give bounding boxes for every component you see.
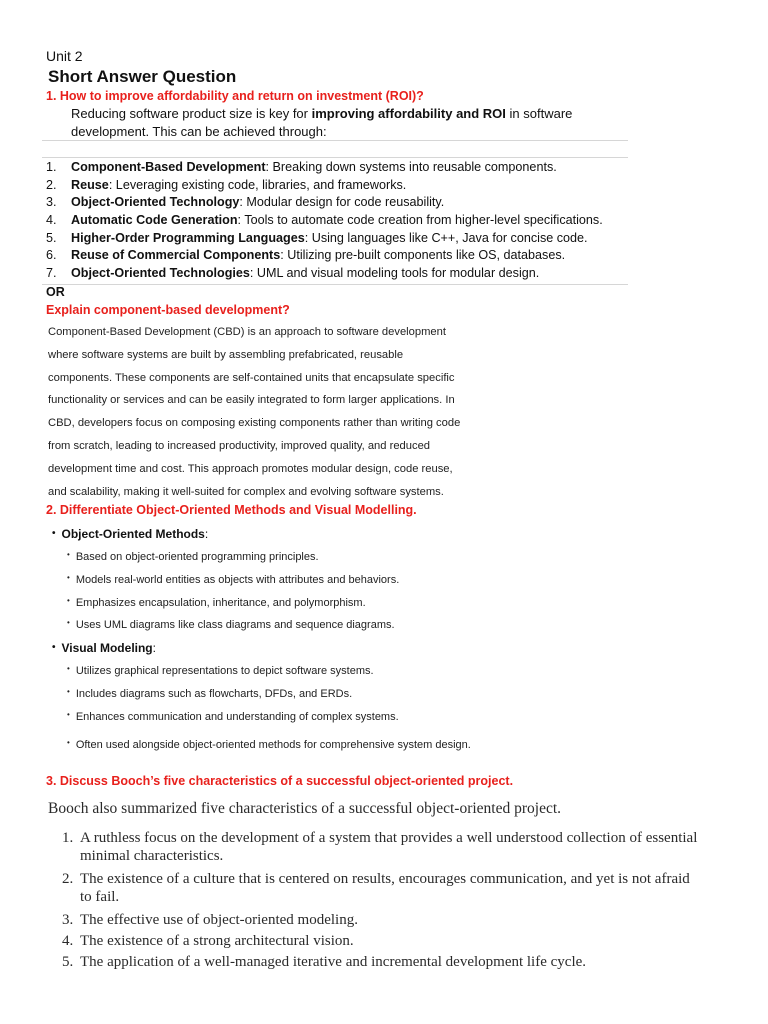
- list-item: [62, 954, 732, 975]
- bullet-icon: •: [52, 642, 56, 653]
- divider: [42, 284, 628, 285]
- item-number: 5.: [46, 230, 57, 245]
- item-desc: : Leveraging existing code, libraries, and frameworks.: [108, 177, 407, 192]
- item-desc: : Tools to automate code creation from higher-level specifications.: [237, 213, 603, 228]
- item-text: The effective use of object-oriented modeling.: [80, 912, 358, 928]
- item-number: 2.: [46, 177, 57, 192]
- item-term: Higher-Order Programming Languages: [71, 230, 305, 245]
- paragraph-line: CBD, developers focus on composing existing components rather than writing code: [48, 417, 461, 430]
- bullet-icon: •: [67, 710, 70, 719]
- paragraph-line: Component-Based Development (CBD) is an approach to software development: [48, 326, 446, 338]
- item-text: The existence of a culture that is centered on results, encourages communication, and yet is not afraid: [80, 871, 690, 887]
- item-term: Component-Based Development: [71, 160, 266, 174]
- unit-label: Unit 2: [46, 48, 83, 64]
- q1-intro-text: in software development. This can be achieved through:: [71, 106, 573, 139]
- group-heading: [52, 641, 156, 655]
- item-desc: : Breaking down systems into reusable components.: [265, 160, 557, 174]
- list-item: [46, 194, 603, 212]
- q1-points-list: [46, 159, 603, 283]
- q1-intro-bold: improving affordability and ROI: [311, 106, 506, 121]
- item-term: Object-Oriented Technology: [71, 195, 240, 210]
- item-number: 5.: [62, 954, 74, 970]
- list-item: [46, 247, 603, 265]
- item-desc: : Using languages like C++, Java for concise code.: [304, 230, 588, 245]
- item-text: Enhances communication and understanding of complex systems.: [75, 711, 399, 723]
- paragraph-line: components. These components are self-contained units that encapsulate specific: [48, 371, 455, 384]
- item-number: 7.: [46, 266, 57, 281]
- list-item: [46, 177, 603, 195]
- item-number: 3.: [46, 195, 57, 210]
- group-heading-text: Object-Oriented Methods: [61, 527, 205, 541]
- item-term: Reuse: [71, 177, 109, 192]
- item-text: Emphasizes encapsulation, inheritance, and polymorphism.: [75, 597, 366, 609]
- list-item: [67, 664, 374, 677]
- list-item: [62, 871, 732, 912]
- item-term: Object-Oriented Technologies: [71, 266, 250, 281]
- bullet-icon: •: [67, 550, 70, 559]
- list-item: [62, 830, 732, 871]
- list-item: [67, 573, 399, 586]
- list-item: [67, 550, 319, 563]
- item-text: Models real-world entities as objects with attributes and behaviors.: [75, 574, 400, 586]
- list-item: [46, 230, 603, 248]
- alt-question: Explain component-based development?: [46, 303, 290, 317]
- paragraph-line: where software systems are built by assembling prefabricated, reusable: [48, 348, 404, 361]
- divider: [42, 157, 628, 158]
- group-heading-colon: :: [204, 527, 209, 541]
- group-heading-text: Visual Modeling: [61, 641, 153, 655]
- item-number: 4.: [46, 213, 57, 228]
- bullet-icon: •: [67, 573, 70, 582]
- list-item: [67, 687, 352, 700]
- item-desc: : Modular design for code reusability.: [239, 195, 445, 210]
- item-text: Includes diagrams such as flowcharts, DFDs, and ERDs.: [75, 688, 353, 700]
- item-desc: : UML and visual modeling tools for modular design.: [249, 266, 540, 281]
- paragraph-line: functionality or services and can be easily integrated to form larger applications. In: [48, 394, 455, 407]
- item-text: Uses UML diagrams like class diagrams and sequence diagrams.: [75, 619, 395, 631]
- item-number: 2.: [62, 871, 74, 887]
- list-item: [46, 212, 603, 230]
- item-number: 1.: [46, 160, 57, 174]
- item-number: 6.: [46, 248, 57, 263]
- bullet-icon: •: [67, 618, 70, 627]
- list-item: [46, 159, 603, 177]
- paragraph-line: development time and cost. This approach promotes modular design, code reuse,: [48, 462, 453, 475]
- list-item: [62, 933, 732, 954]
- list-item: [62, 912, 732, 933]
- item-desc: : Utilizing pre-built components like OS, databases.: [280, 248, 566, 263]
- section-title: Short Answer Question: [48, 67, 237, 86]
- list-item: [46, 265, 603, 283]
- question-2: 2. Differentiate Object-Oriented Methods and Visual Modelling.: [46, 503, 417, 517]
- item-text: Utilizes graphical representations to depict software systems.: [75, 665, 374, 677]
- bullet-icon: •: [67, 664, 70, 673]
- question-1: 1. How to improve affordability and return on investment (ROI)?: [46, 89, 424, 103]
- item-text: The existence of a strong architectural vision.: [80, 933, 354, 949]
- list-item: [67, 596, 366, 609]
- item-text: Often used alongside object-oriented methods for comprehensive system design.: [75, 739, 471, 751]
- item-text-cont: minimal characteristics.: [80, 847, 224, 864]
- item-number: 3.: [62, 912, 74, 928]
- group-heading-colon: :: [152, 641, 156, 655]
- or-label: OR: [46, 285, 65, 299]
- item-text: The application of a well-managed iterative and incremental development life cycle.: [80, 954, 587, 970]
- paragraph-line: from scratch, leading to increased productivity, improved quality, and reduced: [48, 439, 431, 452]
- paragraph-line: and scalability, making it well-suited for complex and evolving software systems.: [48, 485, 444, 498]
- item-number: 4.: [62, 933, 74, 949]
- bullet-icon: •: [67, 596, 70, 605]
- q1-intro: [71, 105, 591, 140]
- booch-list: [62, 830, 732, 975]
- q1-intro-text: Reducing software product size is key for: [71, 106, 312, 121]
- cbd-paragraph: [48, 321, 538, 503]
- item-number: 1.: [62, 830, 74, 846]
- item-term: Reuse of Commercial Components: [71, 248, 281, 263]
- item-text-cont: to fail.: [80, 888, 120, 905]
- booch-intro: Booch also summarized five characteristics of a successful object-oriented project.: [48, 800, 562, 817]
- divider: [42, 140, 628, 141]
- question-3: 3. Discuss Booch’s five characteristics of a successful object-oriented project.: [46, 774, 514, 788]
- item-term: Automatic Code Generation: [71, 213, 238, 228]
- bullet-icon: •: [52, 528, 56, 539]
- bullet-icon: •: [67, 738, 70, 747]
- bullet-icon: •: [67, 687, 70, 696]
- item-text: A ruthless focus on the development of a system that provides a well understood collection of essential: [80, 830, 698, 846]
- list-item: [67, 732, 507, 756]
- list-item: [67, 618, 395, 631]
- list-item: [67, 710, 399, 723]
- group-heading: [52, 527, 208, 541]
- item-text: Based on object-oriented programming principles.: [75, 551, 319, 563]
